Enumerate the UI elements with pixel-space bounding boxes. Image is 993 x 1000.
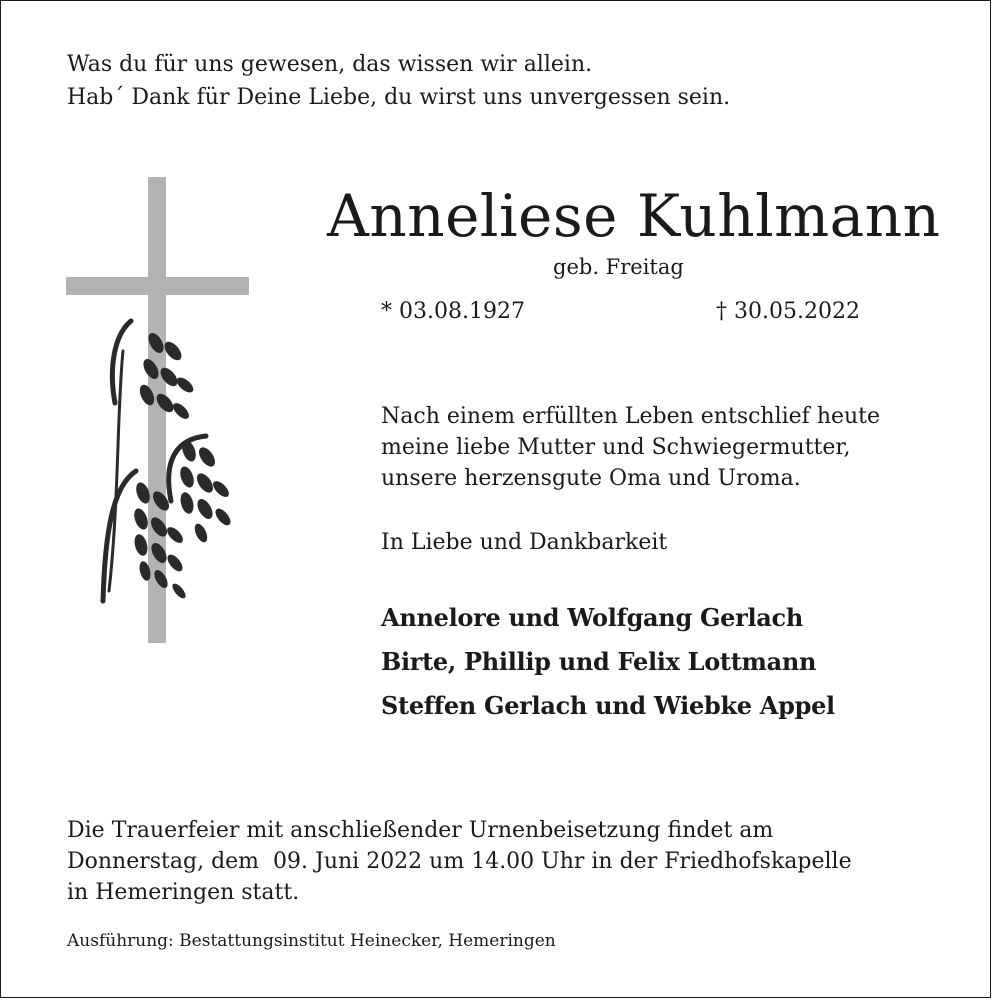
funeral-service-info: [67, 815, 852, 908]
death-date: † 30.05.2022: [716, 299, 860, 324]
obituary-message: [381, 401, 880, 494]
mourner-line-1: Annelore und Wolfgang Gerlach: [381, 603, 804, 632]
birth-date: * 03.08.1927: [381, 299, 525, 324]
service-line-2: Donnerstag, dem 09. Juni 2022 um 14.00 Uhr in der Friedhofskapelle: [67, 849, 852, 874]
birth-name: geb. Freitag: [553, 255, 684, 279]
funeral-home-credit: Ausführung: Bestattungsinstitut Heinecker, Hemeringen: [67, 931, 556, 951]
mourners-list: [381, 596, 835, 728]
cross-horizontal-beam: [66, 277, 249, 295]
mourner-line-2: Birte, Phillip und Felix Lottmann: [381, 647, 817, 676]
closing-phrase: In Liebe und Dankbarkeit: [381, 530, 668, 555]
wheat-grains: [132, 330, 234, 600]
service-line-1: Die Trauerfeier mit anschließender Urnenbeisetzung findet am: [67, 818, 774, 843]
quote-line-2: Hab´ Dank für Deine Liebe, du wirst uns unvergessen sein.: [67, 85, 731, 110]
message-line-1: Nach einem erfüllten Leben entschlief heute: [381, 404, 881, 429]
message-line-3: unsere herzensgute Oma und Uroma.: [381, 466, 801, 491]
service-line-3: in Hemeringen statt.: [67, 880, 300, 905]
cross-with-wheat-icon: [61, 171, 261, 651]
message-line-2: meine liebe Mutter und Schwiegermutter,: [381, 435, 851, 460]
mourner-line-3: Steffen Gerlach und Wiebke Appel: [381, 691, 835, 720]
deceased-name: Anneliese Kuhlmann: [327, 182, 941, 250]
quote-line-1: Was du für uns gewesen, das wissen wir allein.: [67, 52, 593, 77]
memorial-quote: [67, 48, 730, 114]
